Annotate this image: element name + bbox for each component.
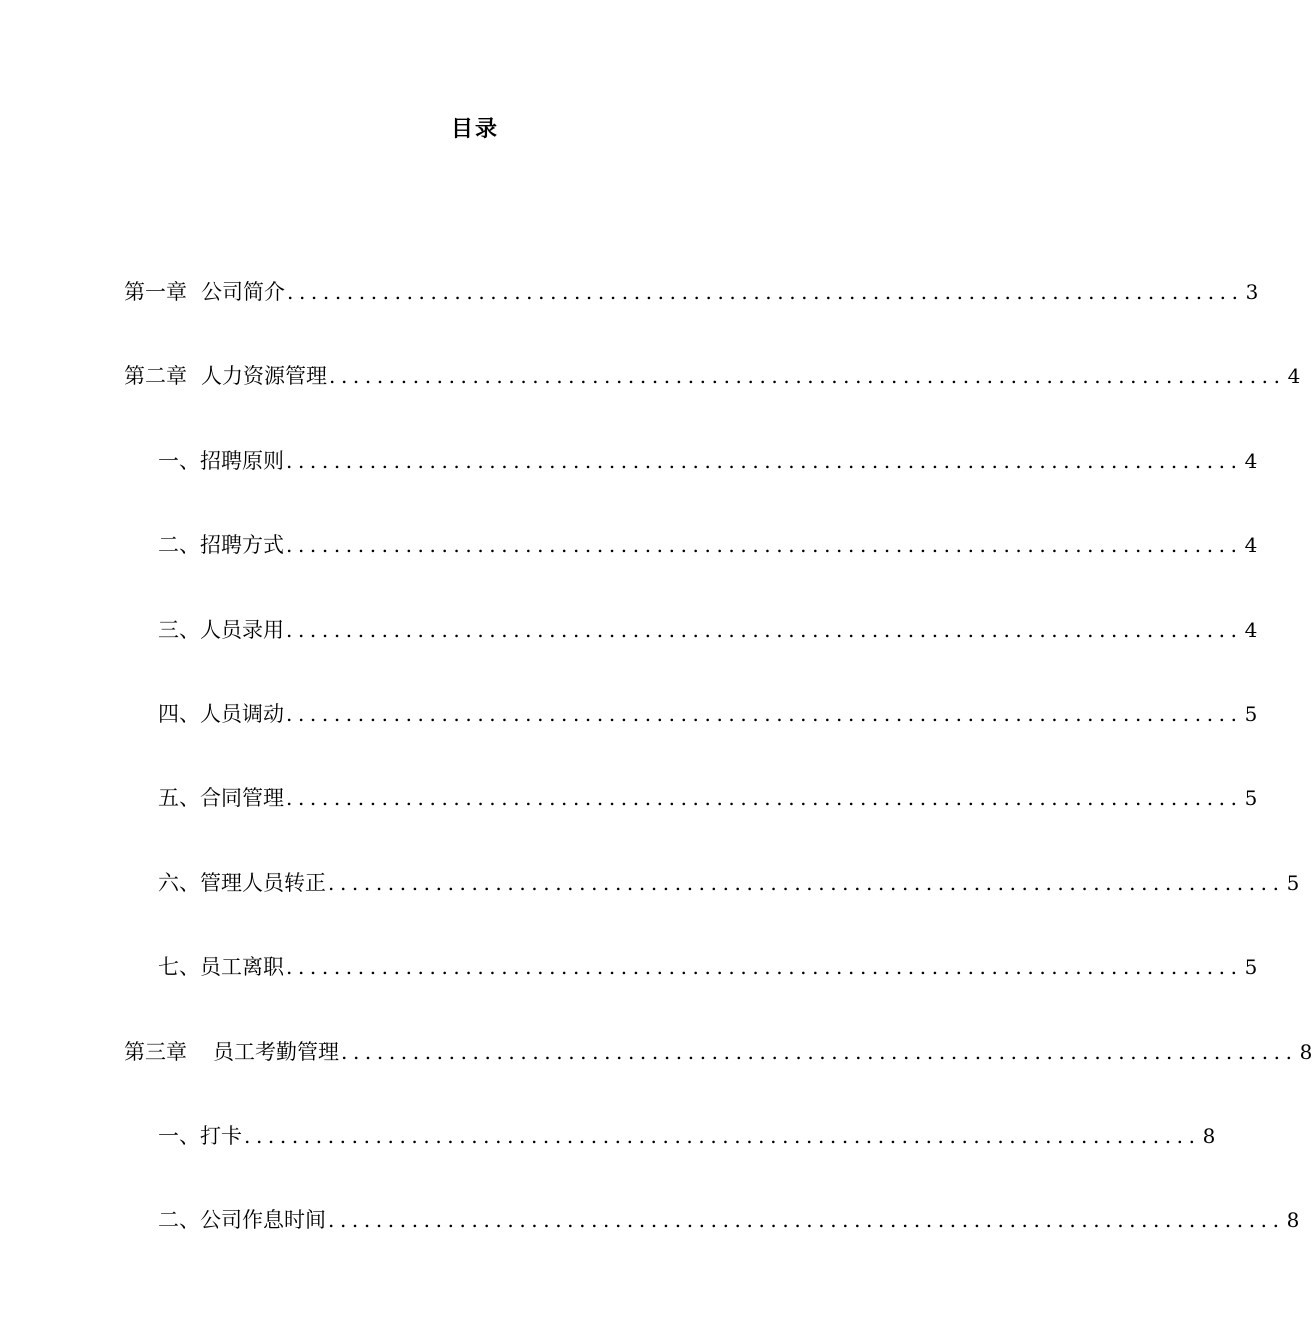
entry-text: 人力资源管理: [201, 364, 327, 389]
entry-text: 五、合同管理: [158, 786, 284, 811]
dot-leader: ................................................................................: [328, 870, 1285, 895]
dot-leader: ................................................................................: [329, 364, 1286, 389]
dot-leader: ................................................................................: [286, 448, 1243, 473]
page-number: 4: [1244, 617, 1258, 642]
toc-entry-section[interactable]: [124, 863, 1300, 947]
page-number: 4: [1244, 448, 1258, 473]
entry-text: 二、公司作息时间: [158, 1208, 326, 1233]
dot-leader: ................................................................................: [244, 1123, 1201, 1148]
toc-entry-section[interactable]: [124, 947, 1258, 1031]
toc-entry-section[interactable]: [124, 441, 1258, 525]
entry-text: 员工考勤管理: [213, 1039, 339, 1064]
entry-text: 三、人员录用: [158, 617, 284, 642]
toc-entry-section[interactable]: [124, 1116, 1216, 1200]
toc-entry-section[interactable]: [124, 1200, 1300, 1284]
entry-text: 七、员工离职: [158, 955, 284, 980]
entry-text: 二、招聘方式: [158, 533, 284, 558]
toc-entry-section[interactable]: [124, 778, 1258, 862]
page-number: 4: [1244, 533, 1258, 558]
dot-leader: ................................................................................: [286, 786, 1243, 811]
page-number: 5: [1286, 870, 1300, 895]
dot-leader: ................................................................................: [328, 1208, 1285, 1233]
dot-leader: ................................................................................: [341, 1039, 1298, 1064]
entry-text: 一、招聘原则: [158, 448, 284, 473]
page-number: 3: [1245, 280, 1259, 304]
dot-leader: ................................................................................: [286, 533, 1243, 558]
page-number: 8: [1202, 1123, 1216, 1148]
toc-entry-chapter-1[interactable]: [124, 272, 1259, 356]
toc-entry-label: [124, 356, 327, 396]
toc-entry-label: [124, 1032, 339, 1072]
dot-leader: ................................................................................: [287, 280, 1244, 304]
entry-text: 一、打卡: [158, 1123, 242, 1148]
dot-leader: ................................................................................: [286, 955, 1243, 980]
page-number: 5: [1244, 701, 1258, 726]
page-number: 4: [1287, 364, 1301, 389]
page-number: 5: [1244, 955, 1258, 980]
chapter-number: 第二章: [124, 364, 187, 389]
dot-leader: ................................................................................: [286, 701, 1243, 726]
toc-list: [124, 272, 1312, 1285]
entry-text: 公司简介: [201, 280, 285, 304]
toc-entry-section[interactable]: [124, 525, 1258, 609]
page-number: 8: [1286, 1208, 1300, 1233]
toc-title: 目录: [450, 117, 499, 142]
chapter-number: 第一章: [124, 280, 187, 304]
chapter-number: 第三章: [124, 1039, 187, 1064]
toc-entry-section[interactable]: [124, 610, 1258, 694]
entry-text: 四、人员调动: [158, 701, 284, 726]
toc-entry-section[interactable]: [124, 694, 1258, 778]
page-number: 5: [1244, 786, 1258, 811]
page-number: 8: [1299, 1039, 1312, 1064]
entry-text: 六、管理人员转正: [158, 870, 326, 895]
toc-entry-chapter-2[interactable]: [124, 356, 1301, 440]
dot-leader: ................................................................................: [286, 617, 1243, 642]
toc-entry-label: [124, 272, 285, 312]
toc-entry-chapter-3[interactable]: [124, 1032, 1312, 1116]
